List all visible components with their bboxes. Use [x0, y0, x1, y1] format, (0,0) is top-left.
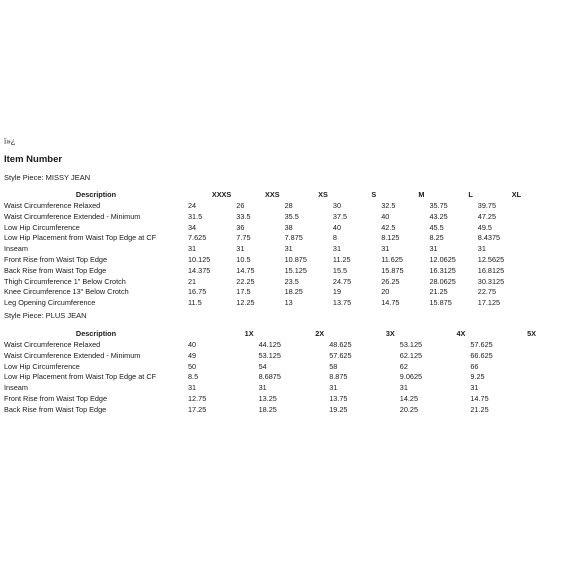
measurement-value: 20.25 [399, 404, 419, 414]
measurement-value: 31 [332, 244, 342, 254]
table-row [4, 212, 526, 223]
measurement-value: 8.6875 [258, 372, 281, 382]
table-row [4, 277, 526, 288]
style-piece-label: Style Piece: PLUS JEAN [4, 311, 87, 320]
measurement-label: Inseam [4, 244, 28, 254]
measurement-value: 21.25 [470, 404, 489, 414]
table-row [4, 372, 541, 383]
document-page [4, 0, 576, 414]
measurement-label: Thigh Circumference 1" Below Crotch [4, 276, 126, 286]
measurement-value: 37.5 [332, 211, 348, 221]
column-header-size: 2X [315, 329, 325, 338]
measurement-value: 35.5 [284, 211, 299, 221]
measurement-value: 26.25 [381, 276, 400, 286]
column-header-size: 5X [527, 329, 536, 338]
column-header-size: S [371, 190, 377, 199]
measurement-value: 28 [284, 201, 293, 210]
measurement-value: 48.625 [329, 340, 352, 349]
measurement-value: 35.75 [429, 201, 448, 210]
measurement-value: 47.25 [477, 211, 497, 221]
measurement-value: 21.25 [429, 287, 448, 297]
measurement-value: 31.5 [188, 211, 203, 221]
measurement-value: 8.5 [188, 372, 199, 382]
measurement-value: 14.75 [470, 393, 489, 403]
column-header-size: XXXS [211, 190, 232, 199]
table-row [4, 287, 526, 298]
measurement-label: Inseam [4, 383, 28, 393]
measurement-value: 40 [188, 340, 197, 349]
measurement-value: 57.625 [470, 340, 493, 349]
measurement-value: 32.5 [381, 201, 396, 210]
measurement-value: 31 [429, 244, 438, 254]
measurement-value: 44.125 [258, 340, 281, 349]
measurement-value: 14.25 [399, 393, 419, 403]
table-row [4, 394, 541, 405]
measurement-value: 24 [188, 201, 197, 210]
measurement-value: 40 [381, 211, 390, 221]
measurement-value: 34 [188, 222, 197, 232]
measurement-label: Back Rise from Waist Top Edge [4, 404, 107, 414]
measurement-value: 31 [470, 383, 479, 393]
measurement-value: 18.25 [284, 287, 303, 297]
measurement-label: Waist Circumference Extended - Minimum [4, 211, 141, 221]
measurement-label: Waist Circumference Relaxed [4, 340, 101, 349]
measurement-value: 15.875 [429, 298, 452, 308]
measurement-value: 49 [188, 350, 197, 360]
measurement-value: 53.125 [399, 340, 423, 349]
measurement-value: 13.75 [329, 393, 348, 403]
measurement-value: 31 [329, 383, 338, 393]
measurement-value: 31 [284, 244, 293, 254]
measurement-value: 8 [332, 233, 337, 243]
measurement-value: 26 [236, 201, 245, 210]
column-header-description: Description [75, 329, 117, 338]
measurement-value: 16.75 [188, 287, 207, 297]
measurement-label: Waist Circumference Extended - Minimum [4, 350, 141, 360]
measurement-value: 16.3125 [429, 265, 456, 275]
table-row [4, 362, 541, 373]
measurement-value: 30 [332, 201, 342, 210]
table-header-row [4, 328, 541, 340]
measurement-value: 13 [284, 298, 293, 308]
measurement-value: 9.25 [470, 372, 485, 382]
measurement-value: 19.25 [329, 404, 348, 414]
measurement-value: 31 [188, 383, 197, 393]
measurement-label: Front Rise from Waist Top Edge [4, 254, 108, 264]
table-row [4, 383, 541, 394]
measurement-value: 14.75 [381, 298, 400, 308]
measurement-value: 14.375 [188, 265, 211, 275]
measurement-value: 17.125 [477, 298, 501, 308]
measurement-label: Low Hip Circumference [4, 361, 80, 371]
column-header-size: L [468, 190, 473, 199]
measurement-value: 11.5 [188, 298, 202, 308]
measurement-value: 53.125 [258, 350, 281, 360]
column-header-description: Description [75, 190, 117, 199]
measurement-value: 14.75 [236, 265, 255, 275]
measurement-value: 31 [381, 244, 390, 254]
size-spec-table [4, 328, 541, 416]
measurement-value: 15.125 [284, 265, 307, 275]
measurement-value: 57.625 [329, 350, 352, 360]
measurement-label: Leg Opening Circumference [4, 298, 96, 308]
column-header-size: 3X [385, 329, 395, 338]
measurement-value: 28.0625 [429, 276, 456, 286]
column-header-size: 1X [244, 329, 254, 338]
measurement-value: 31 [477, 244, 486, 254]
measurement-value: 8.4375 [477, 233, 501, 243]
measurement-value: 8.875 [329, 372, 348, 382]
table-row [4, 233, 526, 244]
measurement-value: 7.875 [284, 233, 303, 243]
table-row [4, 223, 526, 234]
size-spec-table [4, 189, 526, 309]
measurement-value: 11.25 [332, 254, 351, 264]
measurement-label: Front Rise from Waist Top Edge [4, 393, 108, 403]
measurement-value: 17.5 [236, 287, 251, 297]
measurement-value: 31 [399, 383, 408, 393]
measurement-value: 17.25 [188, 404, 207, 414]
column-header-size: XXS [264, 190, 280, 199]
encoding-artifact-text: ï»¿ [4, 137, 16, 146]
table-row [4, 266, 526, 277]
measurement-value: 39.75 [477, 201, 497, 210]
measurement-value: 8.25 [429, 233, 444, 243]
measurement-value: 36 [236, 222, 245, 232]
table-row [4, 298, 526, 309]
measurement-label: Knee Circumference 13" Below Crotch [4, 287, 129, 297]
measurement-value: 13.75 [332, 298, 352, 308]
measurement-value: 12.25 [236, 298, 255, 308]
table-row [4, 351, 541, 362]
measurement-value: 62 [399, 361, 408, 371]
measurement-value: 16.8125 [477, 265, 505, 275]
measurement-value: 15.875 [381, 265, 404, 275]
table-row [4, 255, 526, 266]
measurement-value: 11.625 [381, 254, 403, 264]
measurement-value: 12.0625 [429, 254, 456, 264]
measurement-value: 24.75 [332, 276, 352, 286]
measurement-value: 49.5 [477, 222, 492, 232]
table-row [4, 201, 526, 212]
measurement-value: 9.0625 [399, 372, 423, 382]
measurement-label: Waist Circumference Relaxed [4, 201, 101, 210]
measurement-value: 43.25 [429, 211, 448, 221]
measurement-value: 62.125 [399, 350, 423, 360]
column-header-size: M [418, 190, 425, 199]
style-piece-label: Style Piece: MISSY JEAN [4, 173, 91, 182]
measurement-value: 20 [381, 287, 390, 297]
measurement-value: 10.875 [284, 254, 307, 264]
measurement-value: 31 [236, 244, 245, 254]
measurement-value: 54 [258, 361, 267, 371]
measurement-value: 21 [188, 276, 197, 286]
document-title: Item Number [4, 154, 63, 165]
measurement-label: Back Rise from Waist Top Edge [4, 265, 107, 275]
table-row [4, 340, 541, 351]
table-row [4, 405, 541, 416]
column-header-size: XS [318, 190, 328, 199]
measurement-value: 10.125 [188, 254, 211, 264]
table-header-row [4, 189, 526, 201]
measurement-label: Low Hip Placement from Waist Top Edge at CF [4, 372, 157, 382]
table-row [4, 244, 526, 255]
measurement-value: 31 [188, 244, 197, 254]
measurement-value: 40 [332, 222, 342, 232]
measurement-value: 23.5 [284, 276, 299, 286]
measurement-value: 66 [470, 361, 479, 371]
column-header-size: 4X [456, 329, 466, 338]
measurement-value: 18.25 [258, 404, 277, 414]
measurement-label: Low Hip Placement from Waist Top Edge at CF [4, 233, 157, 243]
measurement-value: 22.75 [477, 287, 497, 297]
measurement-value: 30.3125 [477, 276, 505, 286]
measurement-value: 58 [329, 361, 338, 371]
measurement-value: 12.5625 [477, 254, 505, 264]
measurement-value: 13.25 [258, 393, 277, 403]
measurement-value: 10.5 [236, 254, 251, 264]
measurement-label: Low Hip Circumference [4, 222, 80, 232]
measurement-value: 7.75 [236, 233, 251, 243]
measurement-value: 8.125 [381, 233, 400, 243]
measurement-value: 38 [284, 222, 293, 232]
column-header-size: XL [511, 190, 522, 199]
measurement-value: 42.5 [381, 222, 396, 232]
measurement-value: 66.625 [470, 350, 493, 360]
measurement-value: 7.625 [188, 233, 207, 243]
measurement-value: 19 [332, 287, 342, 297]
measurement-value: 45.5 [429, 222, 444, 232]
measurement-value: 15.5 [332, 265, 348, 275]
measurement-value: 22.25 [236, 276, 255, 286]
measurement-value: 31 [258, 383, 267, 393]
measurement-value: 33.5 [236, 211, 251, 221]
measurement-value: 50 [188, 361, 197, 371]
measurement-value: 12.75 [188, 393, 207, 403]
